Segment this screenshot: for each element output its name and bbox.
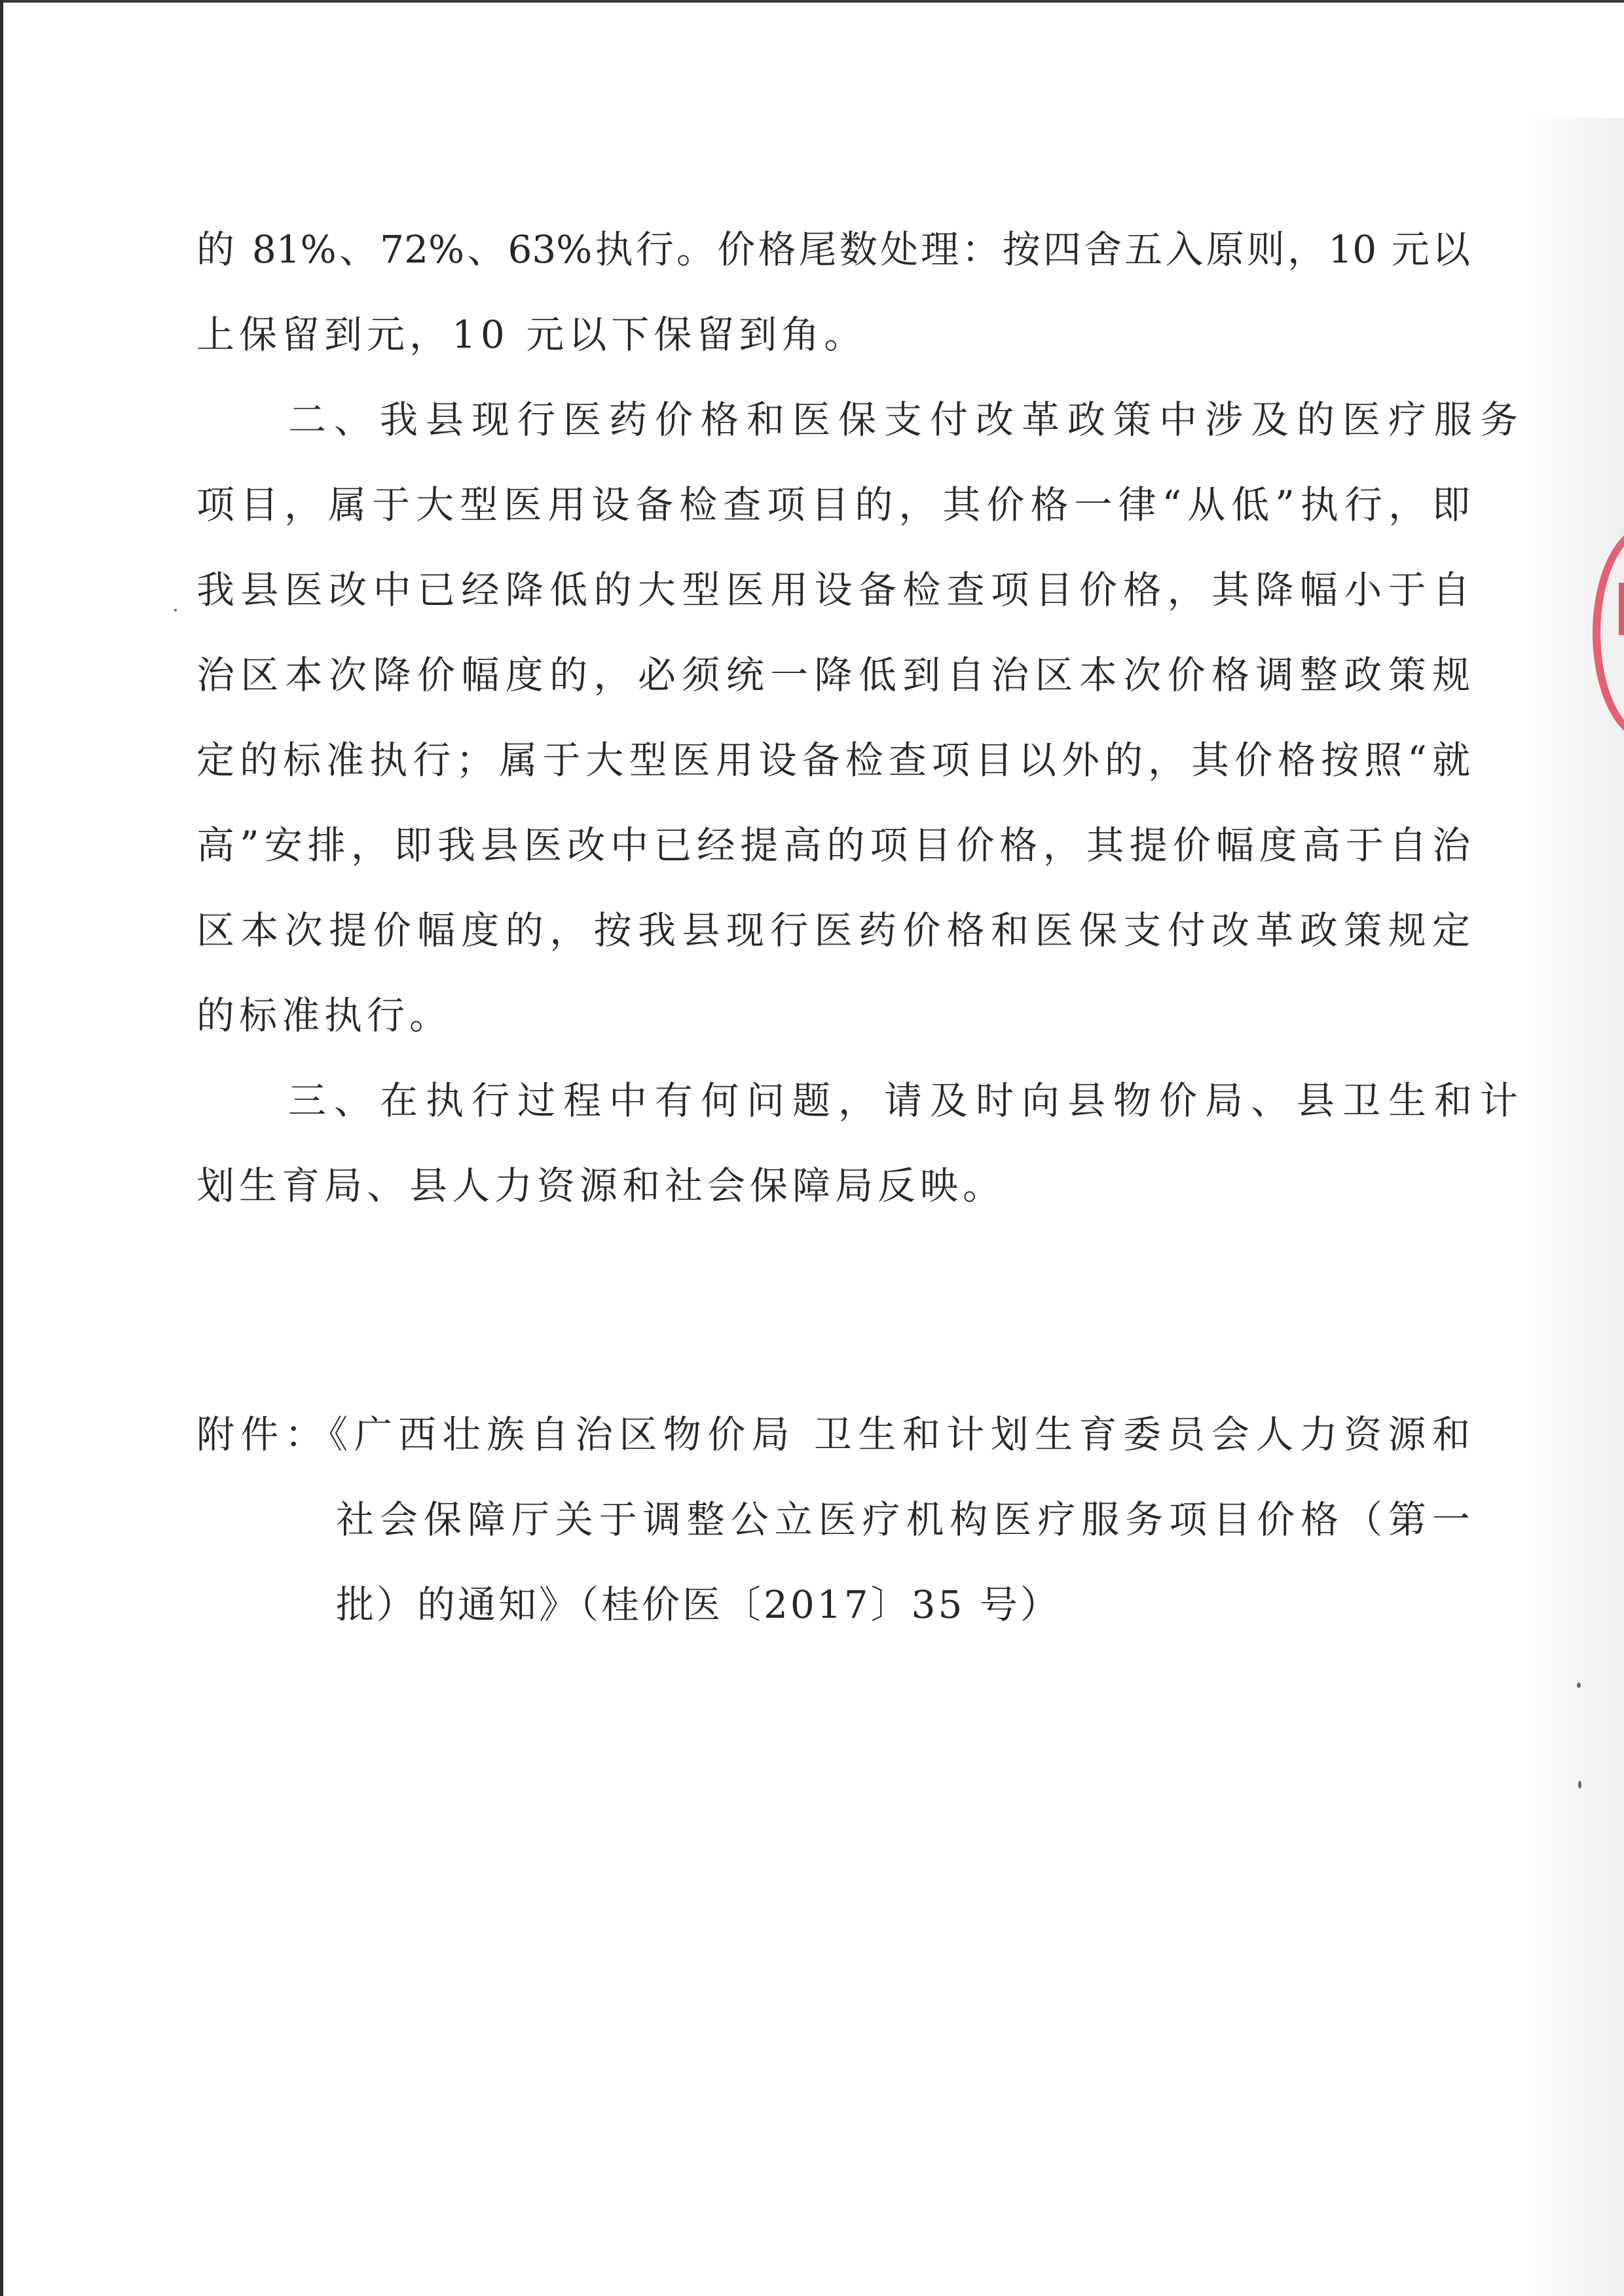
attachment-line: 附件：《广西壮族自治区物价局 卫生和计划生育委员会人力资源和 [196, 1412, 1470, 1457]
paragraph-line: 二、我县现行医药价格和医保支付改革政策中涉及的医疗服务 [288, 397, 1526, 442]
paragraph-line: 项目，属于大型医用设备检查项目的，其价格一律“从低”执行，即 [196, 483, 1470, 527]
paragraph-line: 定的标准执行；属于大型医用设备检查项目以外的，其价格按照“就 [196, 738, 1470, 782]
scan-speck [174, 609, 177, 611]
official-seal-fragment [1619, 583, 1624, 635]
paragraph-line: 上保留到元，10 元以下保留到角。 [196, 312, 867, 357]
scan-border-top [0, 0, 1624, 3]
paragraph-line: 高”安排，即我县医改中已经提高的项目价格，其提价幅度高于自治 [196, 823, 1470, 867]
attachment-line: 社会保障厅关于调整公立医疗机构医疗服务项目价格（第一 [336, 1497, 1470, 1542]
scan-shade-right [1526, 118, 1624, 2296]
paragraph-line: 区本次提价幅度的，按我县现行医药价格和医保支付改革政策规定 [196, 908, 1470, 953]
paragraph-line: 治区本次降价幅度的，必须统一降低到自治区本次价格调整政策规 [196, 653, 1470, 697]
attachment-line: 批）的通知》（桂价医〔2017〕35 号） [336, 1582, 1061, 1627]
scan-speck [1577, 1683, 1581, 1688]
paragraph-line: 的标准执行。 [196, 993, 452, 1038]
scan-speck [1578, 1781, 1581, 1789]
paragraph-line: 划生育局、县人力资源和社会保障局反映。 [196, 1163, 1006, 1208]
paragraph-line: 的 81%、72%、63%执行。价格尾数处理：按四舍五入原则，10 元以 [196, 227, 1470, 272]
paragraph-line: 三、在执行过程中有何问题，请及时向县物价局、县卫生和计 [288, 1078, 1526, 1123]
scan-border-left [0, 0, 3, 2296]
paragraph-line: 我县医改中已经降低的大型医用设备检查项目价格，其降幅小于自 [196, 568, 1470, 612]
